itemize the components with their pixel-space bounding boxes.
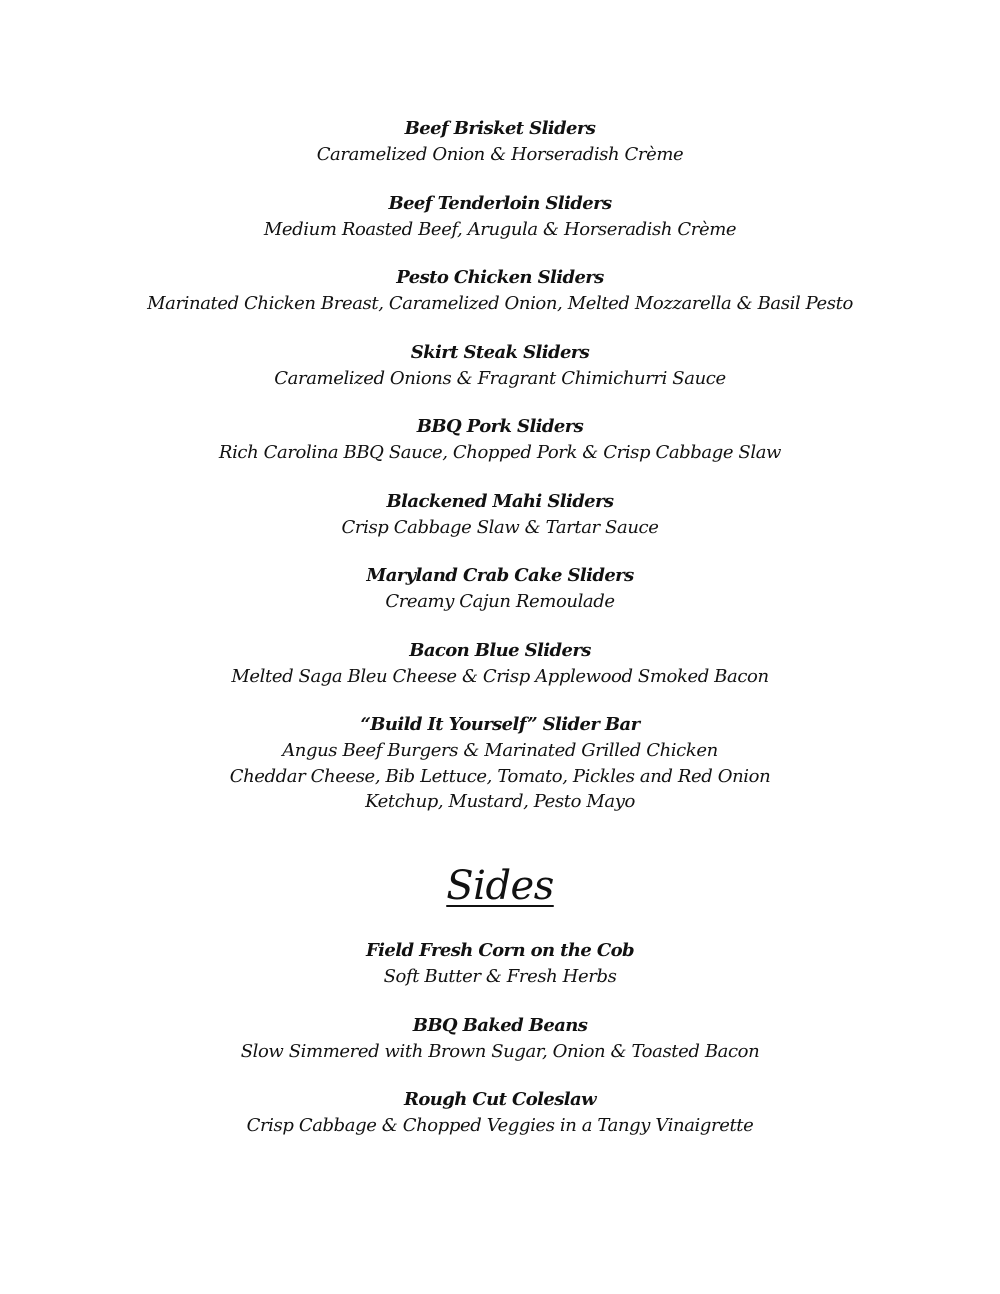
- menu-item-description: Slow Simmered with Brown Sugar, Onion & Toasted Bacon: [240, 1040, 760, 1062]
- menu-item-bacon-blue-sliders: [0, 638, 1000, 690]
- menu-item-description: Caramelized Onions & Fragrant Chimichurri Sauce: [274, 367, 726, 389]
- menu-item-description: Melted Saga Bleu Cheese & Crisp Applewood Smoked Bacon: [231, 665, 769, 687]
- menu-item-title: Beef Brisket Sliders: [404, 118, 596, 139]
- sliders-section: [0, 116, 1000, 838]
- menu-item-description: Ketchup, Mustard, Pesto Mayo: [365, 791, 635, 812]
- menu-item-rough-cut-coleslaw: [0, 1087, 1000, 1139]
- menu-item-skirt-steak-sliders: [0, 340, 1000, 392]
- menu-item-description: Caramelized Onion & Horseradish Crème: [316, 144, 684, 165]
- menu-item-field-fresh-corn: [0, 938, 1000, 990]
- menu-item-title: Pesto Chicken Sliders: [396, 267, 604, 288]
- menu-item-title: Maryland Crab Cake Sliders: [366, 565, 634, 586]
- menu-item-beef-brisket-sliders: [0, 116, 1000, 168]
- menu-item-bbq-baked-beans: [0, 1013, 1000, 1065]
- menu-item-title: Field Fresh Corn on the Cob: [365, 940, 634, 961]
- menu-item-title: BBQ Pork Sliders: [416, 416, 584, 437]
- menu-item-title: Skirt Steak Sliders: [410, 341, 590, 363]
- menu-item-title: “Build It Yourself” Slider Bar: [360, 714, 640, 735]
- menu-item-title: Rough Cut Coleslaw: [404, 1089, 596, 1110]
- menu-item-title: BBQ Baked Beans: [412, 1014, 588, 1036]
- menu-item-beef-tenderloin-sliders: [0, 191, 1000, 243]
- menu-item-maryland-crab-cake-sliders: [0, 563, 1000, 615]
- sides-section: [0, 938, 1000, 1162]
- menu-item-description: Creamy Cajun Remoulade: [385, 591, 615, 612]
- menu-item-description: Crisp Cabbage & Chopped Veggies in a Tangy Vinaigrette: [246, 1115, 754, 1136]
- menu-item-bbq-pork-sliders: [0, 414, 1000, 466]
- menu-item-blackened-mahi-sliders: [0, 489, 1000, 541]
- menu-item-description: Marinated Chicken Breast, Caramelized Onion, Melted Mozzarella & Basil Pesto: [147, 293, 853, 314]
- menu-item-description: Medium Roasted Beef, Arugula & Horseradish Crème: [263, 218, 737, 240]
- menu-item-description: Rich Carolina BBQ Sauce, Chopped Pork & Crisp Cabbage Slaw: [218, 442, 782, 463]
- menu-item-description: Crisp Cabbage Slaw & Tartar Sauce: [341, 516, 659, 538]
- menu-item-pesto-chicken-sliders: [0, 265, 1000, 317]
- menu-item-description: Angus Beef Burgers & Marinated Grilled Chicken: [282, 740, 718, 761]
- menu-item-description: Soft Butter & Fresh Herbs: [383, 966, 617, 987]
- menu-item-build-it-yourself-slider-bar: [0, 712, 1000, 815]
- menu-item-title: Blackened Mahi Sliders: [386, 490, 614, 512]
- menu-item-title: Beef Tenderloin Sliders: [388, 192, 612, 214]
- menu-item-description: Cheddar Cheese, Bib Lettuce, Tomato, Pickles and Red Onion: [229, 765, 771, 787]
- sides-heading: Sides: [446, 863, 554, 909]
- menu-item-title: Bacon Blue Sliders: [409, 639, 591, 661]
